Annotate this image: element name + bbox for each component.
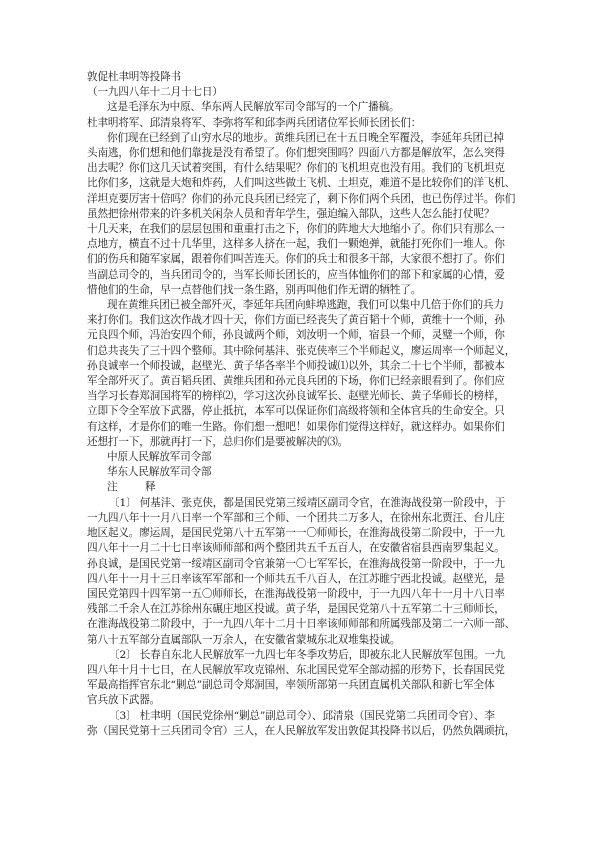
notes-heading: 注 释 [107,481,168,494]
note-line: 残部二千余人在江苏徐州东碾庄地区投诚。黄子华，是国民党第八十五军第二十三师师长， [87,603,505,616]
body-line: 你们现在已经到了山穷水尽的地步。黄维兵团已在十五日晚全军覆没，李延年兵团已掉 [107,131,504,144]
document-page [87,70,517,739]
signature-line: 中原人民解放军司令部 [107,451,212,464]
body-line: 头南逃，你们想和他们靠拢是没有希望了。你们想突围吗？四面八方都是解放军，怎么突得 [87,147,505,160]
note-line: 在淮海战役第二阶段中，于一九四八年十二月十日率该师师部和所属残部及第二一六师一部、 [87,618,516,631]
body-line: 们的伤兵和随军家属，跟着你们叫苦连天。你们的兵士和很多干部，大家很不想打了。你们 [87,253,505,266]
body-line: 有这样，才是你们的唯一生路。你们想一想吧！如果你们觉得这样好，就这样办。如果你们 [87,420,505,433]
body-line: 们总共丧失了三十四个整师。其中除何基沣、张克侠率三个半师起义，廖运周率一个师起义， [87,344,516,357]
document-title: 敦促杜聿明等投降书 [87,71,181,83]
body-line: 军全部歼灭了。黄百韬兵团、黄维兵团和孙元良兵团的下场，你们已经亲眼看到了。你们应 [87,375,505,388]
note-line: 〔3〕 杜聿明（国民党徐州“剿总”副总司令）、邱清泉（国民党第二兵团司令官）、李 [109,709,495,722]
signature-line: 华东人民解放军司令部 [107,466,212,479]
body-line: 立即下令全军放下武器，停止抵抗，本军可以保证你们高级将领和全体官兵的生命安全。只 [87,405,505,418]
document-date: （一九四八年十二月十七日） [87,86,223,99]
body-line: 惜他们的生命，早一点替他们找一条生路，别再叫他们作无谓的牺牲了。 [87,283,422,296]
body-line: 洋坦克要厉害十倍吗？你们的孙元良兵团已经完了，剩下你们两个兵团，也已伤俘过半。你们 [87,192,516,205]
intro-line: 这是毛泽东为中原、华东两人民解放军司令部写的一个广播稿。 [107,101,400,114]
note-line: 弥（国民党第十三兵团司令官）三人，在人民解放军发出敦促其投降书以后，仍然负隅顽抗， [87,724,516,737]
note-line: 〔1〕 何基沣、张克侠，都是国民党第三绥靖区副司令官，在淮海战役第一阶段中，于 [109,496,506,509]
body-line: 元良四个师，冯治安四个师，孙良诚两个师，刘汝明一个师，宿县一个师，灵璧一个师，你 [87,329,505,342]
body-line: 当副总司令的，当兵团司令的，当军长师长团长的，应当体恤你们的部下和家属的心情，爱 [87,268,505,281]
note-line: 国民党第四十四军第一五〇师师长，在淮海战役第一阶段中，于一九四八年十一月十八日率 [87,587,505,600]
body-line: 现在黄维兵团已被全部歼灭，李延年兵团向蚌埠逃跑，我们可以集中几倍于你们的兵力 [107,299,504,312]
note-line: 军最高指挥官东北“剿总”副总司令郑洞国，率领所部第一兵团直属机关部队和新七军全体 [87,679,495,692]
body-line: 十几天来，在我们的层层包围和重重打击之下，你们的阵地大大地缩小了。你们只有那么一 [87,223,505,236]
note-line: 孙良诚，是国民党第一绥靖区副司令官兼第一〇七军军长，在淮海战役第一阶段中，于一九 [87,557,505,570]
note-line: 地区起义。廖运周，是国民党第八十五军第一一〇师师长，在淮海战役第二阶段中，于一九 [87,527,505,540]
note-line: 官兵放下武器。 [87,694,161,707]
body-line: 虽然把徐州带来的许多机关闲杂人员和青年学生，强迫编入部队，这些人怎么能打仗呢？ [87,207,495,220]
salutation-line: 杜聿明将军、邱清泉将军、李弥将军和邱李两兵团诸位军长师长团长们： [87,116,422,129]
note-line: 〔2〕 长春自东北人民解放军一九四七年冬季攻势后，即被东北人民解放军包围。一九 [109,648,506,661]
note-line: 第八十五军部分直属部队一万余人，在安徽省蒙城东北双堆集投诚。 [87,633,401,646]
body-line: 还想打一下，那就再打一下，总归你们是要被解决的⑶。 [87,435,349,448]
body-line: 点地方，横直不过十几华里，这样多人挤在一起，我们一颗炮弹，就能打死你们一堆人。你 [87,238,505,251]
body-line: 孙良诚率一个师投诚，赵壁光、黄子华各率半个师投诚⑴以外，其余二十七个半师，都被本 [87,359,505,372]
body-line: 来打你们。我们这次作战才四十天，你们方面已经丧失了黄百韬十个师，黄维十一个师，孙 [87,314,505,327]
note-line: 四八年十一月二十七日率该师师部和两个整团共五千五百人，在安徽省宿县西南罗集起义。 [87,542,505,555]
note-line: 四八年十一月十三日率该军军部和一个师共五千八百人，在江苏睢宁西北投诚。赵壁光，是 [87,572,505,585]
body-line: 当学习长春郑洞国将军的榜样⑵，学习这次孙良诚军长、赵壁光师长、黄子华师长的榜样， [87,390,505,403]
body-line: 出去呢？你们这几天试着突围，有什么结果呢？你们的飞机坦克也没有用。我们的飞机坦克 [87,162,505,175]
body-line: 比你们多，这就是大炮和炸药，人们叫这些做土飞机、土坦克，难道不是比较你们的洋飞机、 [87,177,516,190]
note-line: 一九四八年十一月八日率一个军部和三个师、一个团共二万多人，在徐州东北贾汪、台儿庄 [87,511,505,524]
note-line: 四八年十月十七日，在人民解放军攻克锦州、东北国民党军全部动摇的形势下，长春国民党 [87,663,505,676]
